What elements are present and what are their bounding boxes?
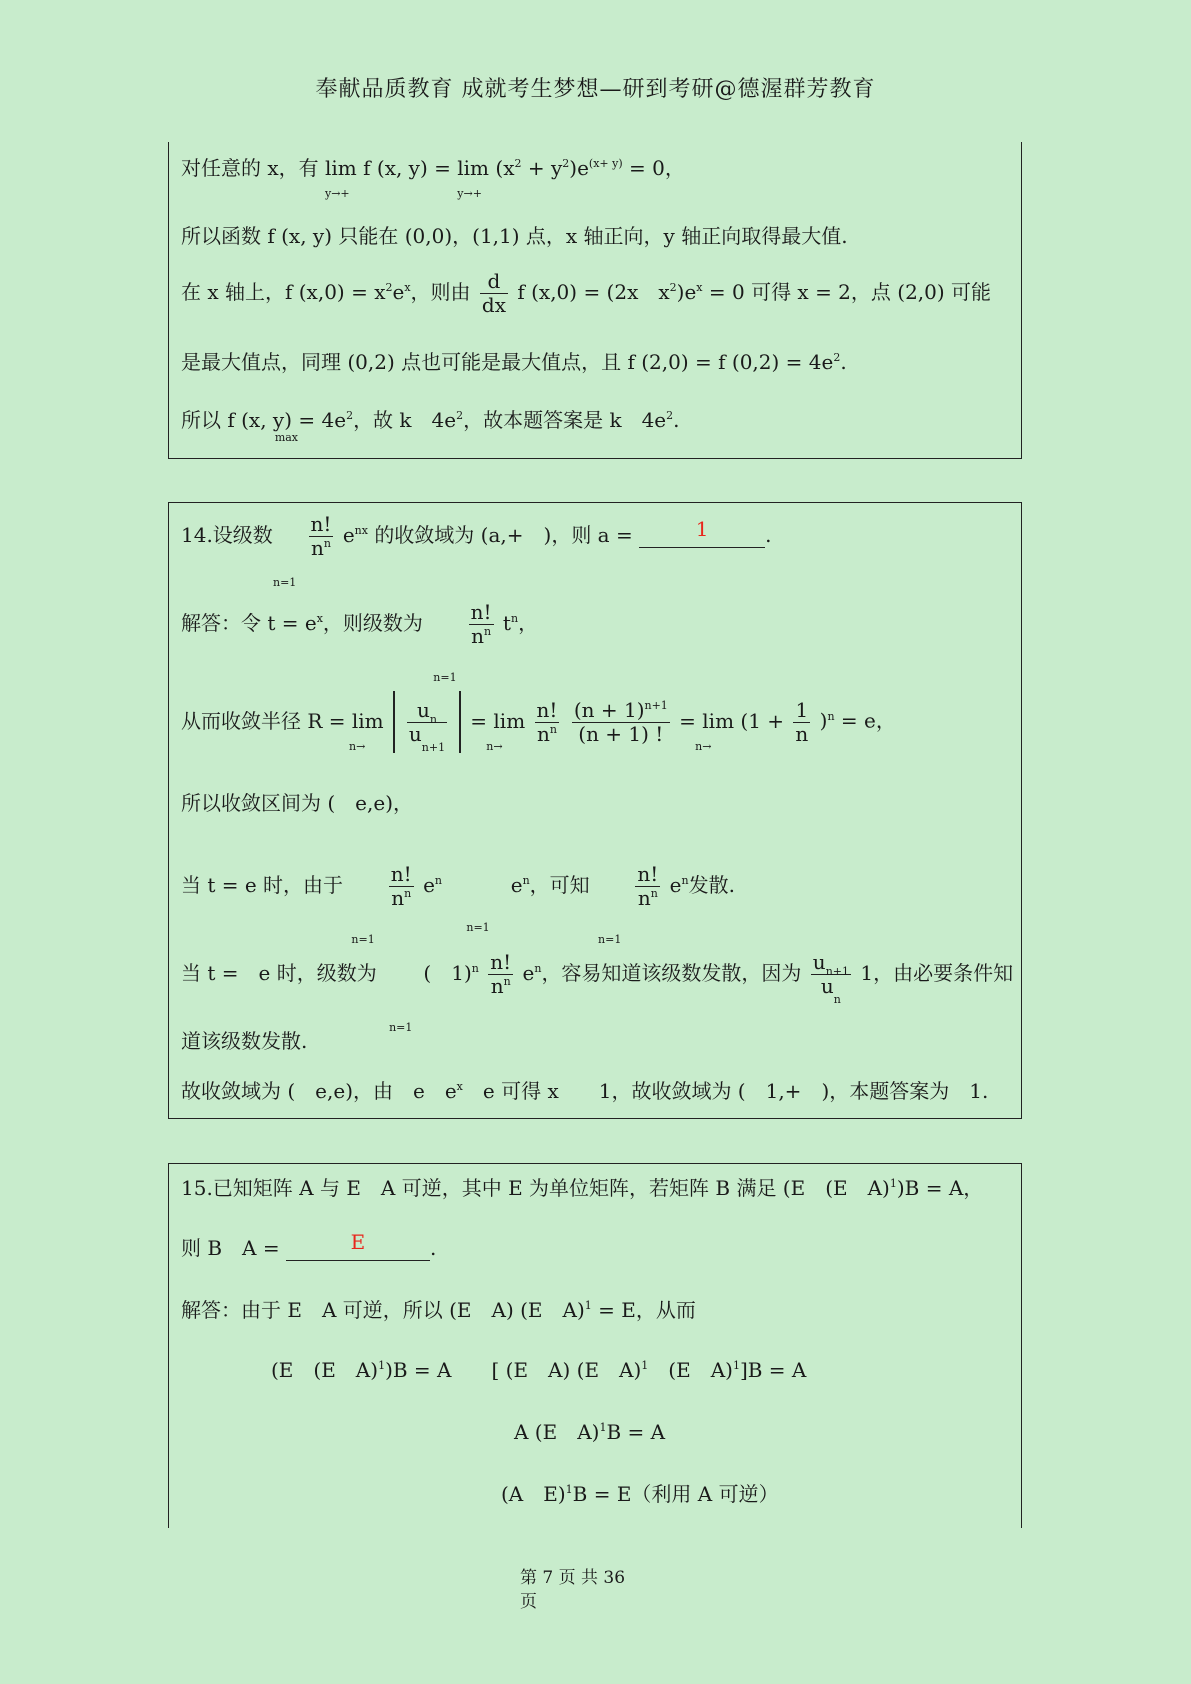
text-line: 解答：令 $t = e^x$，则级数为 n=1 $\frac{n!}{n^n}$ $t^n$， [181,600,539,684]
fraction: $\frac{n!}{n^n}$ [536,697,558,746]
text-line: 所以收敛区间为 ( e,e)， [181,791,413,815]
fraction: $\frac{u_n}{u_{n+1}}$ [408,697,446,754]
question-line: 15.已知矩阵 A 与 E A 可逆，其中 E 为单位矩阵，若矩阵 B 满足 (E (E A)$^1$)B = A， [181,1176,984,1200]
text-line: 道该级数发散. [181,1029,308,1053]
text-line: 对任意的 x，有 lim y→+ f (x, y) = lim y→+ $(x^2 + y^2)e^{(x+ y)} = 0$， [181,156,685,200]
page-footer [520,1566,625,1614]
fraction: $\frac{n!}{n^n}$ [490,950,512,998]
text-line: 当 t = e 时，由于 n=1 $\frac{n!}{n^n}$ $e^n$ n=1 $e^n$，可知 n=1 $\frac{n!}{n^n}$ $e^n$发散. [181,862,735,946]
fraction: $\frac{u_{n+1}}{u_n}$ [812,950,849,1006]
question-line: 14.设级数 n=1 $\frac{n!}{n^n}$ $e^{nx}$ 的收敛域为 (a,+ )，则 a = 1 . [181,512,772,589]
fraction: $\frac{(n + 1)^{n+1}}{(n + 1) !}$ [573,697,668,746]
solution-box-13 [168,142,1022,459]
equation-line: A (E A)$^1$B = A [514,1420,666,1444]
page-number-suffix: 页 [520,1592,537,1612]
text-line: 所以函数 f (x, y) 只能在 (0,0)，(1,1) 点，x 轴正向，y 轴正向取得最大值. [181,224,848,248]
text-line: 故收敛域为 ( e,e)，由 e $e^x$ e 可得 x 1，故收敛域为 ( 1,+ )，本题答案为 1. [181,1079,989,1103]
fraction: $\frac{n!}{n^n}$ [310,512,332,560]
text-line: 是最大值点，同理 (0,2) 点也可能是最大值点，且 f (2,0) = f $(0,2) = 4e^2$. [181,350,847,374]
fraction: $\frac{n!}{n^n}$ [470,600,492,648]
text-line: 所以 f (x, y) max = $4e^2$，故 k $4e^2$，故本题答案是 k $4e^2$. [181,408,680,444]
page-number: 第 7 页 共 36 [520,1568,626,1588]
answer-blank-14: 1 [639,525,765,548]
text-line: 从而收敛半径 R = lim n→ $\frac{u_n}{u_{n+1}}$ = lim n→ $\frac{n!}{n^n}$ $\frac{(n + 1)^{n+1}}{(n + 1) !}$ = lim (1 + n→ $\frac{1}{n}$ )$^n$ = e， [181,691,896,753]
answer-blank-15: E [286,1238,430,1261]
fraction: $\frac{d}{dx}$ [481,269,506,317]
text-line: 则 B A = E . [181,1230,437,1260]
text-line: 当 t = e 时，级数为 n=1 ( 1)$^n$ $\frac{n!}{n^n}$ $e^n$，容易知道该级数发散，因为 $\frac{u_{n+1}}{u_n}$ 1，由必要条件知 [181,950,1014,1034]
solution-box-15 [168,1163,1022,1528]
equation-line: (E (E A)$^1$)B = A [ (E A) (E A)$^1$ (E A)$^1$]B = A [271,1358,807,1382]
fraction: $\frac{1}{n}$ [795,697,809,746]
solution-box-14 [168,502,1022,1119]
fraction: $\frac{n!}{n^n}$ [637,862,659,910]
text-line: 在 x 轴上，f $(x,0) = x^2e^x$，则由 $\frac{d}{dx}$ f (x,0) = (2x $x^2)e^x = 0$ 可得 x = 2，点 (2,0) 可能 [181,269,992,317]
text-line: 解答：由于 E A 可逆，所以 (E A) (E A)$^1$ = E，从而 [181,1298,696,1322]
fraction: $\frac{n!}{n^n}$ [390,862,412,910]
equation-line: (A E)$^1$B = E（利用 A 可逆） [501,1482,779,1506]
page-header: 奉献品质教育 成就考生梦想—研到考研@德渥群芳教育 [315,77,876,102]
